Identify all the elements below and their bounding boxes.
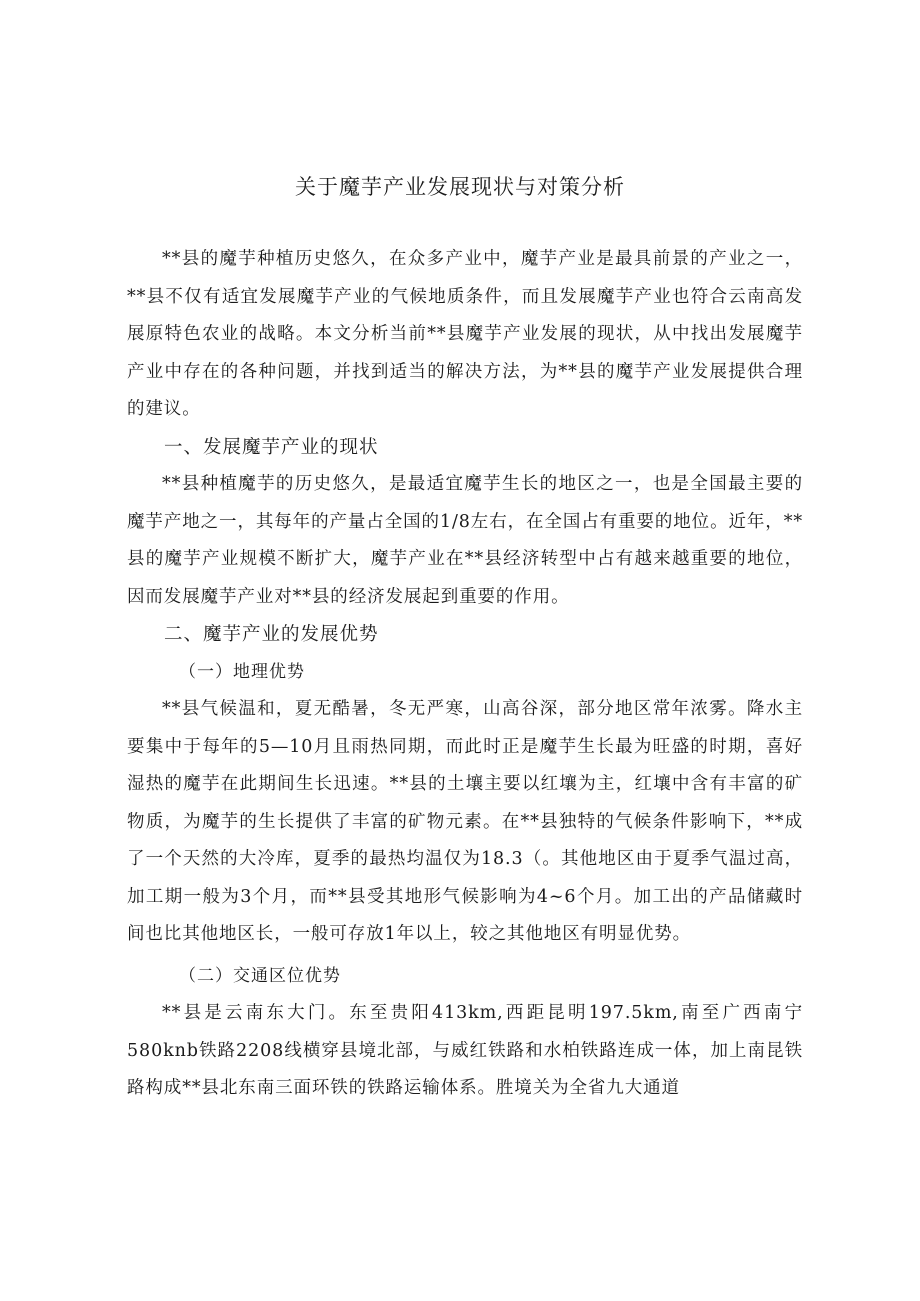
intro-paragraph: **县的魔芋种植历史悠久，在众多产业中，魔芋产业是最具前景的产业之一，**县不仅有适宜发展魔芋产业的气候地质条件，而且发展魔芋产业也符合云南高发展原特色农业的战略。本文分析当前**县魔芋产业发展的现状，从中找出发展魔芋产业中存在的各种问题，并找到适当的解决方法，为**县的魔芋产业发展提供合理的建议。 — [127, 249, 803, 419]
section-1-heading: 一、发展魔芋产业的现状 — [164, 436, 379, 458]
section-2-heading: 二、魔芋产业的发展优势 — [164, 624, 379, 645]
subsection-transport-paragraph: **县是云南东大门。东至贵阳413km,西距昆明197.5km,南至广西南宁580knb铁路2208线横穿县境北部，与威红铁路和水柏铁路连成一体，加上南昆铁路构成**县北东南三面环铁的铁路运输体系。胜境关为全省九大通道 — [127, 1003, 803, 1098]
subsection-transport-heading: （二）交通区位优势 — [179, 965, 341, 986]
subsection-geography-heading: （一）地理优势 — [179, 661, 305, 682]
subsection-geography-paragraph: **县气候温和，夏无酷暑，冬无严寒，山高谷深，部分地区常年浓雾。降水主要集中于每年的5—10月且雨热同期，而此时正是魔芋生长最为旺盛的时期，喜好湿热的魔芋在此期间生长迅速。**县的土壤主要以红壤为主，红壤中含有丰富的矿物质，为魔芋的生长提供了丰富的矿物元素。在**县独特的气候条件影响下，**成了一个天然的大冷库，夏季的最热均温仅为18.3（。其他地区由于夏季气温过高，加工期一般为3个月，而**县受其地形气候影响为4~6个月。加工出的产品储藏时间也比其他地区长，一般可存放1年以上，较之其他地区有明显优势。 — [127, 699, 803, 944]
document-title: 关于魔芋产业发展现状与对策分析 — [295, 175, 625, 199]
document-body — [127, 241, 803, 1108]
section-1-paragraph: **县种植魔芋的历史悠久，是最适宜魔芋生长的地区之一，也是全国最主要的魔芋产地之一，其每年的产量占全国的1/8左右，在全国占有重要的地位。近年，**县的魔芋产业规模不断扩大，魔芋产业在**县经济转型中占有越来越重要的地位，因而发展魔芋产业对**县的经济发展起到重要的作用。 — [127, 474, 803, 607]
